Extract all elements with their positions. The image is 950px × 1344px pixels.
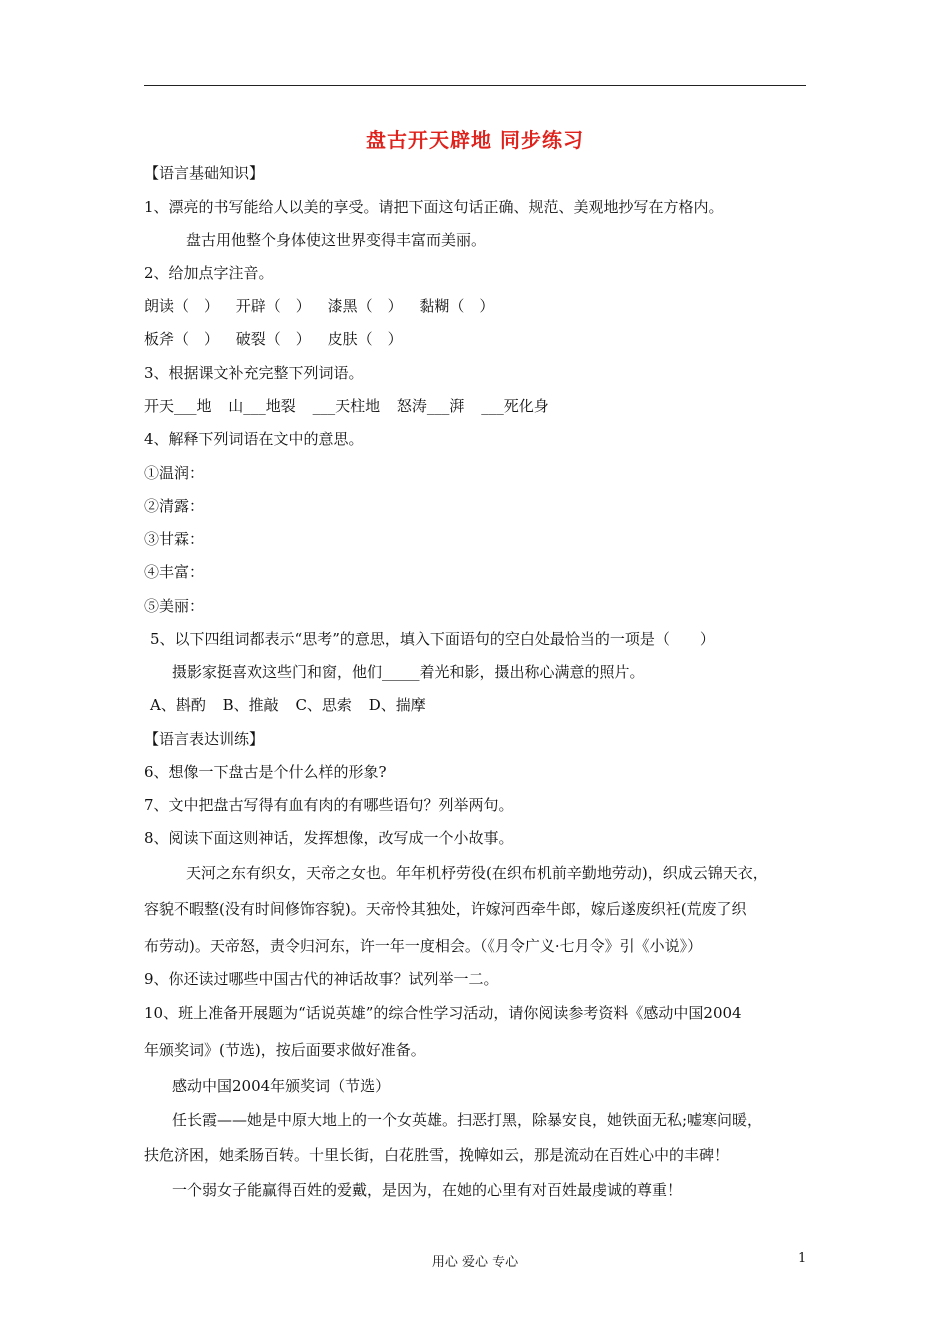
pinyin-item: 漆黑（ ） [327,297,403,315]
question-4-item: ⑤美丽： [144,597,205,615]
question-10-material-title: 感动中国2004年颁奖词（节选） [172,1077,391,1095]
question-10-passage-line: 一个弱女子能赢得百姓的爱戴，是因为，在她的心里有对百姓最虔诚的尊重！ [172,1181,683,1199]
option-d: D、揣摩 [368,696,426,714]
pinyin-item: 黏糊（ ） [419,297,495,315]
question-8-passage-line: 天河之东有织女，天帝之女也。年年机杼劳役(在织布机前辛勤地劳动)，织成云锦天衣， [186,864,768,882]
question-8: 8、阅读下面这则神话，发挥想像，改写成一个小故事。 [144,829,514,847]
option-a: A、斟酌 [150,696,206,714]
question-9: 9、你还读过哪些中国古代的神话故事？试列举一二。 [144,970,499,988]
question-3: 3、根据课文补充完整下列词语。 [144,364,364,382]
section-heading-basics: 【语言基础知识】 [144,164,265,182]
question-5-sentence: 摄影家挺喜欢这些门和窗，他们_____着光和影，摄出称心满意的照片。 [172,663,645,681]
question-5: 5、以下四组词都表示“思考”的意思，填入下面语句的空白处最恰当的一项是（ ） [150,630,715,648]
idiom-blank: ___死化身 [481,397,549,415]
idiom-blank: 山___地裂 [228,397,296,415]
question-10-line: 年颁奖词》(节选)，按后面要求做好准备。 [144,1041,426,1059]
question-4-item: ②清露： [144,497,205,515]
question-7: 7、文中把盘古写得有血有肉的有哪些语句？列举两句。 [144,796,514,814]
section-heading-expression: 【语言表达训练】 [144,730,265,748]
question-3-words [144,396,549,416]
option-c: C、思索 [295,696,352,714]
question-4-item: ①温润： [144,464,205,482]
idiom-blank: 怒涛___湃 [396,397,465,415]
question-2: 2、给加点字注音。 [144,264,274,282]
question-1-sentence: 盘古用他整个身体使这世界变得丰富而美丽。 [186,231,487,249]
page-number: 1 [798,1251,807,1266]
pinyin-item: 破裂（ ） [235,330,311,348]
question-2-row-1 [144,296,494,316]
question-5-options [150,695,426,715]
idiom-blank: ___天柱地 [312,397,381,415]
idiom-blank: 开天___地 [144,397,212,415]
pinyin-item: 开辟（ ） [235,297,311,315]
question-10-line: 10、班上准备开展题为“话说英雄”的综合性学习活动，请你阅读参考资料《感动中国2004 [144,1004,742,1022]
question-10-passage-line: 任长霞——她是中原大地上的一个女英雄。扫恶打黑，除暴安良，她铁面无私;嘘寒问暖， [172,1111,763,1129]
pinyin-item: 板斧（ ） [144,330,220,348]
pinyin-item: 皮肤（ ） [327,330,403,348]
question-1: 1、漂亮的书写能给人以美的享受。请把下面这句话正确、规范、美观地抄写在方格内。 [144,198,724,216]
option-b: B、推敲 [222,696,279,714]
page-title: 盘古开天辟地 同步练习 [366,128,584,152]
question-8-passage-line: 容貌不暇整(没有时间修饰容貌)。天帝怜其独处，许嫁河西牵牛郎，嫁后遂废织衽(荒废了织 [144,900,747,918]
pinyin-item: 朗读（ ） [144,297,220,315]
question-8-passage-line: 布劳动)。天帝怒，责令归河东，许一年一度相会。（《月令广义·七月令》引《小说》） [144,937,703,955]
question-10-passage-line: 扶危济困，她柔肠百转。十里长街，白花胜雪，挽幛如云，那是流动在百姓心中的丰碑！ [144,1146,730,1164]
question-6: 6、想像一下盘古是个什么样的形象? [144,763,387,781]
question-4-item: ④丰富： [144,563,205,581]
question-4-item: ③甘霖： [144,530,205,548]
question-2-row-2 [144,329,403,349]
page-footer: 用心 爱心 专心 [431,1255,519,1270]
question-4: 4、解释下列词语在文中的意思。 [144,430,364,448]
header-rule [144,85,806,86]
